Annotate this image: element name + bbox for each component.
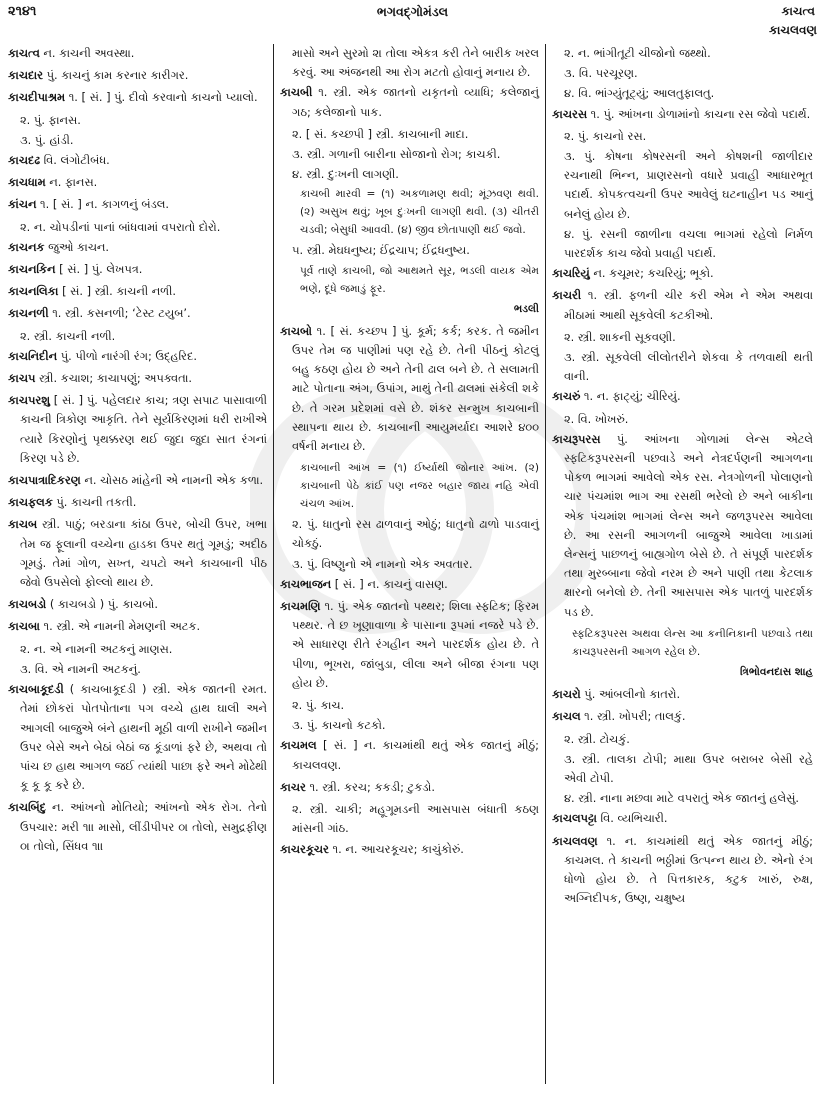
dictionary-entry <box>552 685 813 704</box>
definition-text: વિ. વ્યભિચારી. <box>596 811 668 826</box>
headword: કાચબો <box>280 323 312 338</box>
sense-definition: ૨. પું. કાચનો રસ. <box>564 128 647 143</box>
headword: કાચબાકૂદડી <box>8 682 64 697</box>
dictionary-entry <box>552 809 813 828</box>
dictionary-entry <box>8 617 267 636</box>
sense-definition: ૩. સ્ત્રી. ગળાની બારીના સોજાનો રોગ; કાચકી. <box>292 147 501 162</box>
definition-text: સ્ત્રી. કચાશ; કાચાપણું; અપક્વતા. <box>35 371 193 386</box>
sense-definition: ૩. પું. કોષના કોષરસની અને કોષશની જાળીદાર રચનાથી ભિન્ન, પ્રાણરસનો વધારે પ્રવાહી આધારભૂત પદાર્થ. કોપકત્વચની ઉપર આવેલું ઘટનાહીન પડ આનું બનેલું હોય છે. <box>564 149 813 221</box>
headword: કાચરો <box>552 687 581 702</box>
sense-definition: ૨. પું. ફાનસ. <box>20 112 81 127</box>
headword: કાચબા <box>8 619 40 634</box>
headword: કાચલ <box>552 709 581 724</box>
sense-definition: ૨. વિ. ખોખરું. <box>564 411 629 426</box>
definition-text: પું. આંખના ગોળામાં લેન્સ એટલે સ્ફટિકરૂપરસની પછવાડે અને નેત્રદર્પણની આગળના પોકળ ભાગમાં આવેલો એક રસ. નેત્રગોળની પોલાણનો ચાર પંચમાંશ ભાગ આ રસથી ભરેલો છે અને બાકીના એક પંચમાંશ ભાગમાં લેન્સ અને જળરૂપરસ આવેલા છે. આ રસની આગળની બાજુએ આવેલા ખાડામાં લેન્સનું પાછળનું બાહ્યગોળ બેસે છે. તે સંપૂર્ણ પારદર્શક તથા મુરબ્બાના જેવો નરમ છે અને પાણી તથા કેટલાક ક્ષારનો બનેલો છે. તેની આસપાસ એક પાતળું પારદર્શક પડ છે. <box>564 431 813 619</box>
guide-word-first: કાચત્વ <box>781 4 815 18</box>
dictionary-entry <box>280 597 539 693</box>
headword: કાચબિંદુ <box>8 800 47 815</box>
sense-definition: ૪. પું. રસની જાળીના વચલા ભાગમાં રહેલો નિર્મળ પારદર્શક કાચ જેવો પ્રવાહી પદાર્થ. <box>564 226 813 261</box>
headword: કાચબી <box>280 85 313 100</box>
sense-definition: ૪. વિ. ભાંગ્યુંતૂટ્યું; આલતુફાલતુ. <box>564 86 715 101</box>
dictionary-entry <box>552 387 813 406</box>
definition-text: ૧. સ્ત્રી. કસનળી; ‘ટેસ્ટ ટયુબ’. <box>48 306 191 321</box>
dictionary-entry <box>8 304 267 323</box>
quote-citation: ભડલી <box>513 302 539 315</box>
sense-definition: ૪. સ્ત્રી. નાના મછવા માટે વપરાતું એક જાતનું હલેસું. <box>564 791 799 806</box>
definition-text: [ સં. ] પું. લેખપત્ર. <box>55 262 143 277</box>
dictionary-entry <box>280 322 539 456</box>
definition-text: ન. કચૂમર; કચરિયું; ભૂકો. <box>589 266 714 281</box>
definition-text: વિ. લંગોટીબંધ. <box>39 153 110 168</box>
definition-text: ૧. [ સં. કચ્છપ ] પું. કૂર્મ; કર્ક; કરક. તે જમીન ઉપર તેમ જ પાણીમાં પણ રહે છે. તેની પીઠનું કોટલું બહુ કઠણ હોય છે અને તેની ઢાલ બને છે. તે સલામતી માટે પોતાના અંગ, ઉપાંગ, માથું તેની ઢાલમાં સંકેલી શકે છે. તે ગરમ પ્રદેશમાં વસે છે. શંકર સન્મુખ કાચબાની સ્થાપના થાય છે. કાચબાની આયુમર્યાદા આશરે ૪૦૦ વર્ષની મનાય છે. <box>292 323 539 454</box>
sense-definition: ૩. સ્ત્રી. તાલકા ટોપી; માથા ઉપર બરાબર બેસી રહે એવી ટોપી. <box>564 751 813 785</box>
definition-text: ન. કાચની અવસ્થા. <box>39 46 135 60</box>
sense-definition: ૩. પું. હાંડી. <box>20 132 74 147</box>
headword: કાચરૂપરસ <box>552 431 601 446</box>
headword: કાચભાજન <box>280 576 332 591</box>
dictionary-entry <box>8 66 267 85</box>
headword: કાચનિદીન <box>8 348 58 363</box>
definition-text: [ સં. ] ન. કાચમાંથી થતું એક જાતનું મીઠું; કાચલવણ. <box>292 738 539 772</box>
dictionary-entry <box>8 238 267 257</box>
dictionary-entry <box>8 44 267 63</box>
headword: કાચનળી <box>8 306 49 321</box>
definition-text: ૧. સ્ત્રી. ખોપરી; તાલકું. <box>580 709 686 724</box>
dictionary-entry <box>8 493 267 512</box>
column-3 <box>546 44 819 1084</box>
headword: કાચરકૂચર <box>280 841 329 856</box>
sense-definition: ૩. સ્ત્રી. સૂકવેલી લીલોતરીને શેકવા કે તળવાથી થતી વાની. <box>564 350 813 384</box>
headword: કાંચન <box>8 197 37 212</box>
dictionary-entry <box>8 798 267 856</box>
dictionary-entry <box>280 575 539 594</box>
dictionary-entry <box>8 369 267 388</box>
definition-text: ૧. સ્ત્રી. કરચ; કકડી; ટુકડો. <box>305 779 435 794</box>
quote-citation: ત્રિભોવનદાસ શાહ <box>740 665 813 678</box>
dictionary-entry <box>8 88 267 107</box>
definition-text: સ્ત્રી. પાઠું; બરડાના કાંઠા ઉપર, બોચી ઉપર, ખભા તેમ જ ફૂલાની વચ્ચેના હાડકા ઉપર થતું ગૂમડું; અદીઠ ગૂમડું. તેમાં ગોળ, સખ્ત, ચપટો અને કાચબાની પીઠ જેવો ઉપસેલો ફોલ્લો થાય છે. <box>20 517 267 590</box>
sense-definition: માસો અને સુરમો ૨। તોલા એકત્ર કરી તેને બારીક ખરલ કરવું. આ અંજનથી આ રોગ મટતો હોવાનું મનાય છે. <box>292 46 539 80</box>
dictionary-entry <box>280 778 539 797</box>
definition-text: ન. ચોસઠ માંહેની એ નામની એક કળા. <box>80 473 264 488</box>
headword: કાચધામ <box>8 175 46 190</box>
definition-text: [ સં. ] સ્ત્રી. કાચની નળી. <box>58 284 176 299</box>
dictionary-entry <box>280 736 539 774</box>
dictionary-entry <box>8 391 267 468</box>
definition-text: જુઓ કાચન. <box>44 239 110 254</box>
dictionary-entry <box>552 707 813 726</box>
usage-quote: પૂર્વ તાણે કાચબી, જો આથમતે સૂર, ભડલી વાયક એમ ભણે, દૂધે જમાડું ફૂર. <box>300 264 539 295</box>
column-1 <box>6 44 274 1084</box>
dictionary-entry <box>8 595 267 614</box>
headword: કાચબ <box>8 517 38 532</box>
headword: કાચરસ <box>552 106 588 121</box>
dictionary-entry <box>552 286 813 324</box>
page-number: ૨૧૪૧ <box>8 4 37 19</box>
headword: કાચનલિકા <box>8 284 59 299</box>
definition-text: [ સં. ] પું. પહેલદાર કાચ; ત્રણ સપાટ પાસાવાળી કાચની ત્રિકોણ આકૃતિ. તેને સૂર્યકિરણમાં ધરી રાખીએ ત્યારે કિરણોનું પૃથક્કરણ થઈ જુદા જુદા સાત રંગનાં કિરણ પડે છે. <box>20 393 267 465</box>
definition-text: ૧. પું. આંખના ડોળામાંનો કાચના રસ જેવો પદાર્થ. <box>587 106 811 121</box>
headword: કાચનક <box>8 239 45 254</box>
definition-text: ન. ફાનસ. <box>45 175 98 190</box>
dictionary-entry <box>280 840 539 859</box>
definition-text: ૧. સ્ત્રી. એ નામની મેમણની અટક. <box>39 619 201 634</box>
definition-text: ૧. ન. આચરકૂચર; કાચુંકોરું. <box>328 841 464 856</box>
sense-definition: ૨. સ્ત્રી. ચાકી; મહૂગૂમડની આસપાસ બંધાતી કઠણ માંસની ગાંઠ. <box>292 802 539 836</box>
headword: કાચદીપાશ્રમ <box>8 90 66 105</box>
guide-word-last: કાચલવણ <box>768 23 817 37</box>
sense-definition: ૪. સ્ત્રી. દુઃખની લાગણી. <box>292 167 399 182</box>
dictionary-entry <box>552 832 813 909</box>
dictionary-entry <box>8 471 267 490</box>
headword: કાચદઢ <box>8 153 40 168</box>
usage-quote: સ્ફટિકરૂપરસ અથવા લેન્સ આ કનીનિકાની પછવાડે તથા કાચરૂપરસની આગળ રહેલ છે. <box>572 627 813 658</box>
sense-definition: ૨. [ સં. કચ્છપી ] સ્ત્રી. કાચબાની માદા. <box>292 126 469 141</box>
sense-definition: ૨. સ્ત્રી. કાચની નળી. <box>20 328 116 343</box>
sense-definition: ૨. પું. ધાતુનો રસ ઢાળવાનું ઓઠું; ધાતુનો ઢાળો પાડવાનું ચોકઠું. <box>292 517 539 551</box>
headword: કાચદાર <box>8 68 43 83</box>
headword: કાચરું <box>552 389 581 404</box>
definition-text: ( કાચબડો ) પું. કાચબો. <box>46 597 158 612</box>
definition-text: ૧. ન. ફાટ્યું; ચીરિયું. <box>580 389 681 404</box>
dictionary-entry <box>8 515 267 592</box>
dictionary-entry <box>8 260 267 279</box>
dictionary-entry <box>8 151 267 170</box>
sense-definition: ૨. સ્ત્રી. ટોચકું. <box>564 731 630 746</box>
sense-definition: ૩. પું. કાચનો કટકો. <box>292 718 386 733</box>
headword: કાચરી <box>552 288 582 303</box>
headword: કાચફલક <box>8 495 53 510</box>
page-header <box>0 0 825 44</box>
headword: કાચપાત્રાદિકરણ <box>8 473 81 488</box>
headword: કાચબડો <box>8 597 47 612</box>
definition-text: પું. આંબલીનો કાતરો. <box>580 687 681 702</box>
sense-definition: ૨. ન. એ નામની અટકનું માણસ. <box>20 641 173 656</box>
dictionary-entry <box>552 264 813 283</box>
dictionary-entry <box>552 430 813 622</box>
sense-definition: ૩. વિ. એ નામની અટકનું. <box>20 661 141 676</box>
definition-text: ૧. [ સં. ] ન. કાગળનું બંડલ. <box>36 197 169 212</box>
definition-text: પું. કાચનું કામ કરનાર કારીગર. <box>43 68 189 83</box>
headword: કાચરિયું <box>552 266 590 281</box>
definition-text: ( કાચબાકૂદડી ) સ્ત્રી. એક જાતની રમત. તેમાં છોકરાં પોતપોતાના પગ વચ્ચે હાથ ઘાલી અને આગલી બાજુએ બંને હાથની મૂઠી વાળી રાખીને જમીન ઉપર બેસે અને બેઠાં બેઠાં જ કૂંડાળાં ફરે છે, અથવા તો પાંચ છ હાથ આગળ જઈ ત્યાંથી પાછા ફરે અને મોઢેથી કૂ કૂ કૂ કરે છે. <box>20 682 267 793</box>
headword: કાચત્વ <box>8 46 40 60</box>
usage-quote: કાચબાની આંખ = (૧) ઈર્ષ્યાથી જોનાર આંખ. (૨) કાચબાની પેઠે કાંઈ પણ નજર બહાર જાય નહિ એવી ચંચળ આંખ. <box>300 462 539 511</box>
headword: કાચર <box>280 779 306 794</box>
headword: કાચપરશુ <box>8 393 51 408</box>
dictionary-entry <box>8 282 267 301</box>
sense-definition: ૩. પું. વિષ્ણુનો એ નામનો એક અવતાર. <box>292 556 473 571</box>
sense-definition: ૩. વિ. પરચૂરણ. <box>564 66 638 81</box>
sense-definition: ૨. ન. ચોપડીનાં પાનાં બાંધવામાં વપરાતો દોરો. <box>20 219 221 234</box>
definition-text: [ સં. ] ન. કાચનું વાસણ. <box>331 576 448 591</box>
dictionary-columns <box>6 44 819 1084</box>
definition-text: ૧. સ્ત્રી. ફળની ચીર કરી એમ ને એમ અથવા મીઠામાં આથી સૂકવેલી કટકીઓ. <box>564 288 813 322</box>
definition-text: ૧. પું. એક જાતનો પથ્થર; શિલા સ્ફટિક; ફિરમ પથ્થર. તે છ ખૂણાવાળા કે પાસાના રૂપમાં નજરે પડે છે. એ સાધારણ રીતે રંગહીન અને પારદર્શક હોય છે. તે પીળા, ભૂખરા, જાંબુડા, લીલા અને બીજા રંગના પણ હોય છે. <box>292 599 539 690</box>
headword: કાચપ <box>8 371 36 386</box>
headword: કાચલવણ <box>552 833 598 848</box>
definition-text: પું. કાચની તકતી. <box>52 495 137 510</box>
headword: કાચમલ <box>280 738 317 753</box>
sense-definition: ૨. સ્ત્રી. શાકની સૂકવણી. <box>564 329 676 344</box>
definition-text: પું. પીળો નારંગી રંગ; ઉદ્હરિદ. <box>57 348 197 363</box>
usage-quote: કાચબી મારવી = (૧) અકળામણ થવી; મૂંઝવણ થવી. (૨) અસુખ થવું; ખૂબ દુઃખની લાગણી થવી. (૩) ચીતરી ચડવી; બેસુધી આવવી. (૪) જીવ છોતાપાણી થઈ જવો. <box>300 188 539 237</box>
sense-definition: ૨. પું. કાચ. <box>292 698 345 713</box>
sense-definition: ૫. સ્ત્રી. મેઘધનુષ્ય; ઈંદ્રચાપ; ઈંદ્રધનુષ્ય. <box>292 243 470 258</box>
dictionary-entry <box>8 173 267 192</box>
dictionary-entry <box>280 83 539 121</box>
headword: કાચલપટ્ટા <box>552 811 597 826</box>
headword: કાચમણિ <box>280 599 321 614</box>
definition-text: ૧. સ્ત્રી. એક જાતનો યકૃતનો વ્યાધિ; કલેજાનું ગઠ; કલેજાનો પાક. <box>292 85 539 119</box>
definition-text: ૧. ન. કાચમાંથી થતું એક જાતનું મીઠું; કાચમલ. તે કાચની ભઠ્ઠીમાં ઉત્પન્ન થાય છે. એનો રંગ ધોળો હોય છે. તે પિત્તકારક, કટુક ખારું, રુક્ષ, અગ્નિદીપક, ઉષ્ણ, ચક્ષુષ્ય <box>564 833 813 906</box>
dictionary-entry <box>8 195 267 214</box>
sense-definition: ૨. ન. ભાંગીતૂટી ચીજોનો જથ્થો. <box>564 46 711 60</box>
dictionary-entry <box>8 680 267 795</box>
definition-text: ૧. [ સં. ] પું. દીવો કરવાનો કાચનો પ્યાલો. <box>65 90 258 105</box>
dictionary-entry <box>552 105 813 124</box>
column-2 <box>274 44 546 1084</box>
definition-text: ન. આંખનો મોતિયો; આંખનો એક રોગ. તેનો ઉપચાર: મરી ૧॥ માસો, લીંડીપીપર ૦। તોલો, સમુદ્રફીણ ૦। તોલો, સિંધવ ૧॥ <box>20 800 267 853</box>
headword: કાચનકિન <box>8 262 56 277</box>
running-title: ભગવદ્ગોમંડલ <box>376 4 449 19</box>
dictionary-entry <box>8 347 267 366</box>
